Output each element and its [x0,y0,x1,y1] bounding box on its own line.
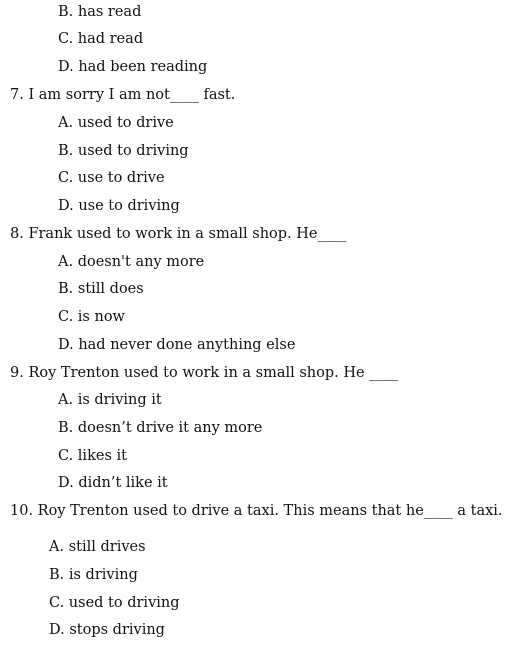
question-10: 10. Roy Trenton used to drive a taxi. This means that he____ a taxi. [10,503,503,519]
q8-option-b: B. still does [58,281,144,297]
q7-option-a: A. used to drive [58,115,174,131]
prev-option-c: C. had read [58,31,144,47]
q10-option-d: D. stops driving [49,622,165,638]
q7-option-c: C. use to drive [58,170,165,186]
q8-option-a: A. doesn't any more [58,254,205,270]
q10-option-c: C. used to driving [49,595,180,611]
q8-option-c: C. is now [58,309,125,325]
q10-option-a: A. still drives [49,539,146,555]
q8-option-d: D. had never done anything else [58,337,296,353]
q7-option-d: D. use to driving [58,198,180,214]
question-8: 8. Frank used to work in a small shop. He____ [10,226,347,242]
prev-option-b: B. has read [58,4,142,20]
question-7: 7. I am sorry I am not____ fast. [10,87,236,103]
q7-option-b: B. used to driving [58,143,189,159]
prev-option-d: D. had been reading [58,59,208,75]
q9-option-b: B. doesn’t drive it any more [58,420,263,436]
q9-option-d: D. didn’t like it [58,475,168,491]
q10-option-b: B. is driving [49,567,138,583]
q9-option-c: C. likes it [58,448,127,464]
q9-option-a: A. is driving it [58,392,162,408]
question-9: 9. Roy Trenton used to work in a small shop. He ____ [10,365,399,381]
